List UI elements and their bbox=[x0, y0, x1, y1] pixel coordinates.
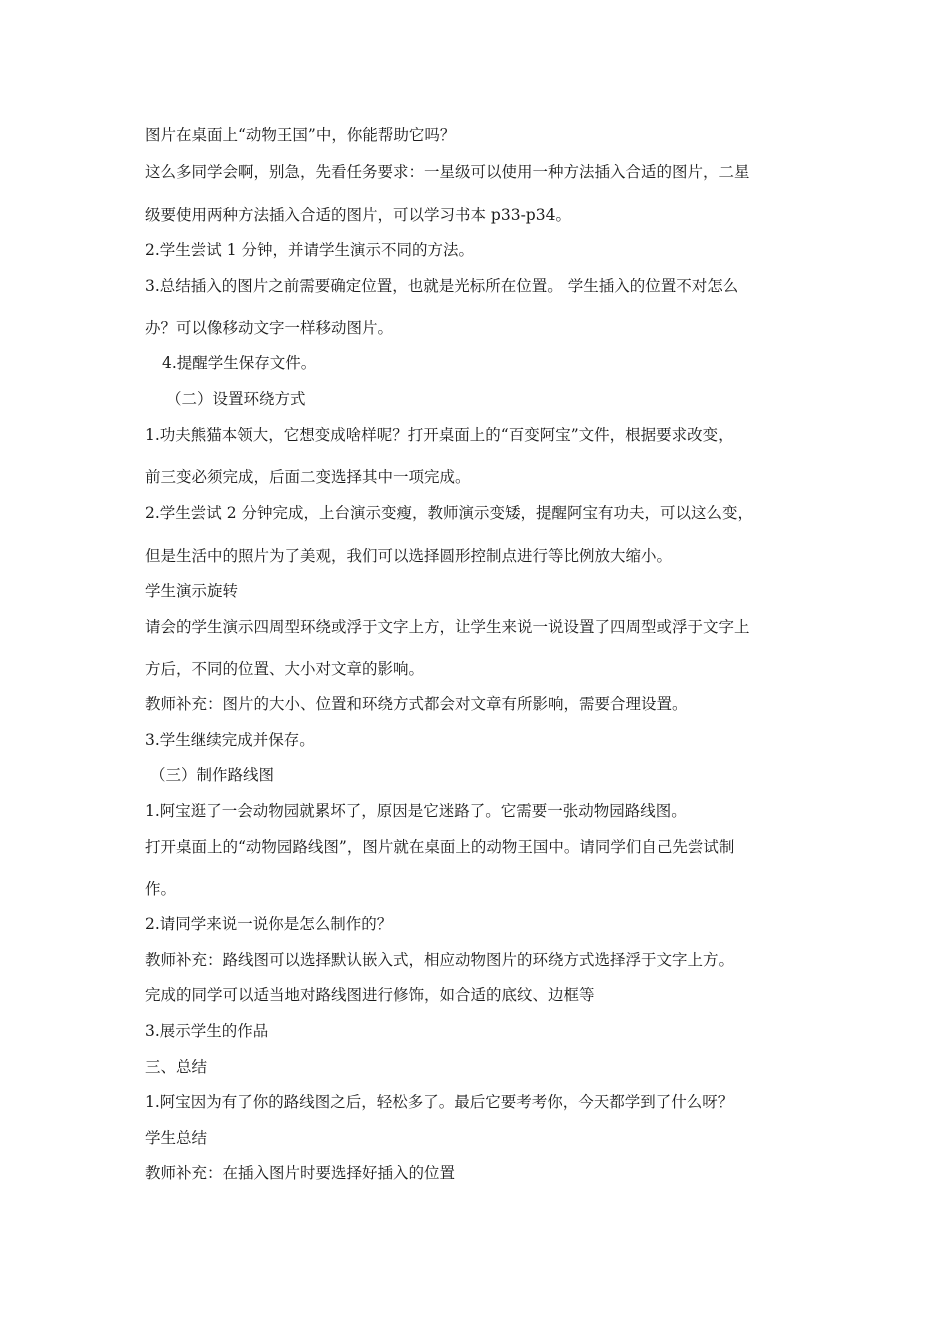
section-heading: 三、总结 bbox=[145, 1058, 208, 1076]
paragraph-line: 办？可以像移动文字一样移动图片。 bbox=[145, 319, 394, 337]
paragraph-line: 1.阿宝因为有了你的路线图之后，轻松多了。最后它要考考你，今天都学到了什么呀？ bbox=[145, 1093, 734, 1111]
paragraph-line: 2.请同学来说一说你是怎么制作的？ bbox=[145, 915, 393, 933]
paragraph-line: 3.学生继续完成并保存。 bbox=[145, 731, 315, 749]
paragraph-line: 完成的同学可以适当地对路线图进行修饰，如合适的底纹、边框等 bbox=[145, 986, 595, 1004]
paragraph-line: 2.学生尝试 2 分钟完成，上台演示变瘦，教师演示变矮，提醒阿宝有功夫，可以这么变， bbox=[145, 504, 754, 522]
section-heading: （二）设置环绕方式 bbox=[166, 390, 306, 408]
section-heading: （三）制作路线图 bbox=[150, 766, 275, 784]
paragraph-line: 学生演示旋转 bbox=[145, 582, 239, 600]
paragraph-line: 教师补充：图片的大小、位置和环绕方式都会对文章有所影响，需要合理设置。 bbox=[145, 695, 688, 713]
paragraph-line: 这么多同学会啊，别急，先看任务要求：一星级可以使用一种方法插入合适的图片，二星 bbox=[145, 163, 750, 181]
paragraph-line: 学生总结 bbox=[145, 1129, 208, 1147]
paragraph-line: 作。 bbox=[145, 880, 177, 898]
paragraph-line: 3.展示学生的作品 bbox=[145, 1022, 269, 1040]
paragraph-line: 级要使用两种方法插入合适的图片，可以学习书本 p33-p34。 bbox=[145, 206, 571, 224]
paragraph-line: 教师补充：路线图可以选择默认嵌入式，相应动物图片的环绕方式选择浮于文字上方。 bbox=[145, 951, 735, 969]
paragraph-line: 打开桌面上的“动物园路线图”，图片就在桌面上的动物王国中。请同学们自己先尝试制 bbox=[145, 838, 735, 856]
paragraph-line: 2.学生尝试 1 分钟，并请学生演示不同的方法。 bbox=[145, 241, 475, 259]
paragraph-line: 1.功夫熊猫本领大，它想变成啥样呢？打开桌面上的“百变阿宝”文件，根据要求改变， bbox=[145, 426, 734, 444]
paragraph-line: 前三变必须完成，后面二变选择其中一项完成。 bbox=[145, 468, 471, 486]
paragraph-line: 教师补充：在插入图片时要选择好插入的位置 bbox=[145, 1164, 456, 1182]
paragraph-line: 1.阿宝逛了一会动物园就累坏了，原因是它迷路了。它需要一张动物园路线图。 bbox=[145, 802, 687, 820]
paragraph-line: 图片在桌面上“动物王国”中，你能帮助它吗？ bbox=[145, 126, 456, 144]
paragraph-line: 请会的学生演示四周型环绕或浮于文字上方，让学生来说一说设置了四周型或浮于文字上 bbox=[145, 618, 750, 636]
paragraph-line: 但是生活中的照片为了美观，我们可以选择圆形控制点进行等比例放大缩小。 bbox=[145, 547, 673, 565]
paragraph-line: 3.总结插入的图片之前需要确定位置，也就是光标所在位置。 学生插入的位置不对怎么 bbox=[145, 277, 739, 295]
paragraph-line: 4.提醒学生保存文件。 bbox=[162, 354, 317, 372]
paragraph-line: 方后，不同的位置、大小对文章的影响。 bbox=[145, 660, 425, 678]
